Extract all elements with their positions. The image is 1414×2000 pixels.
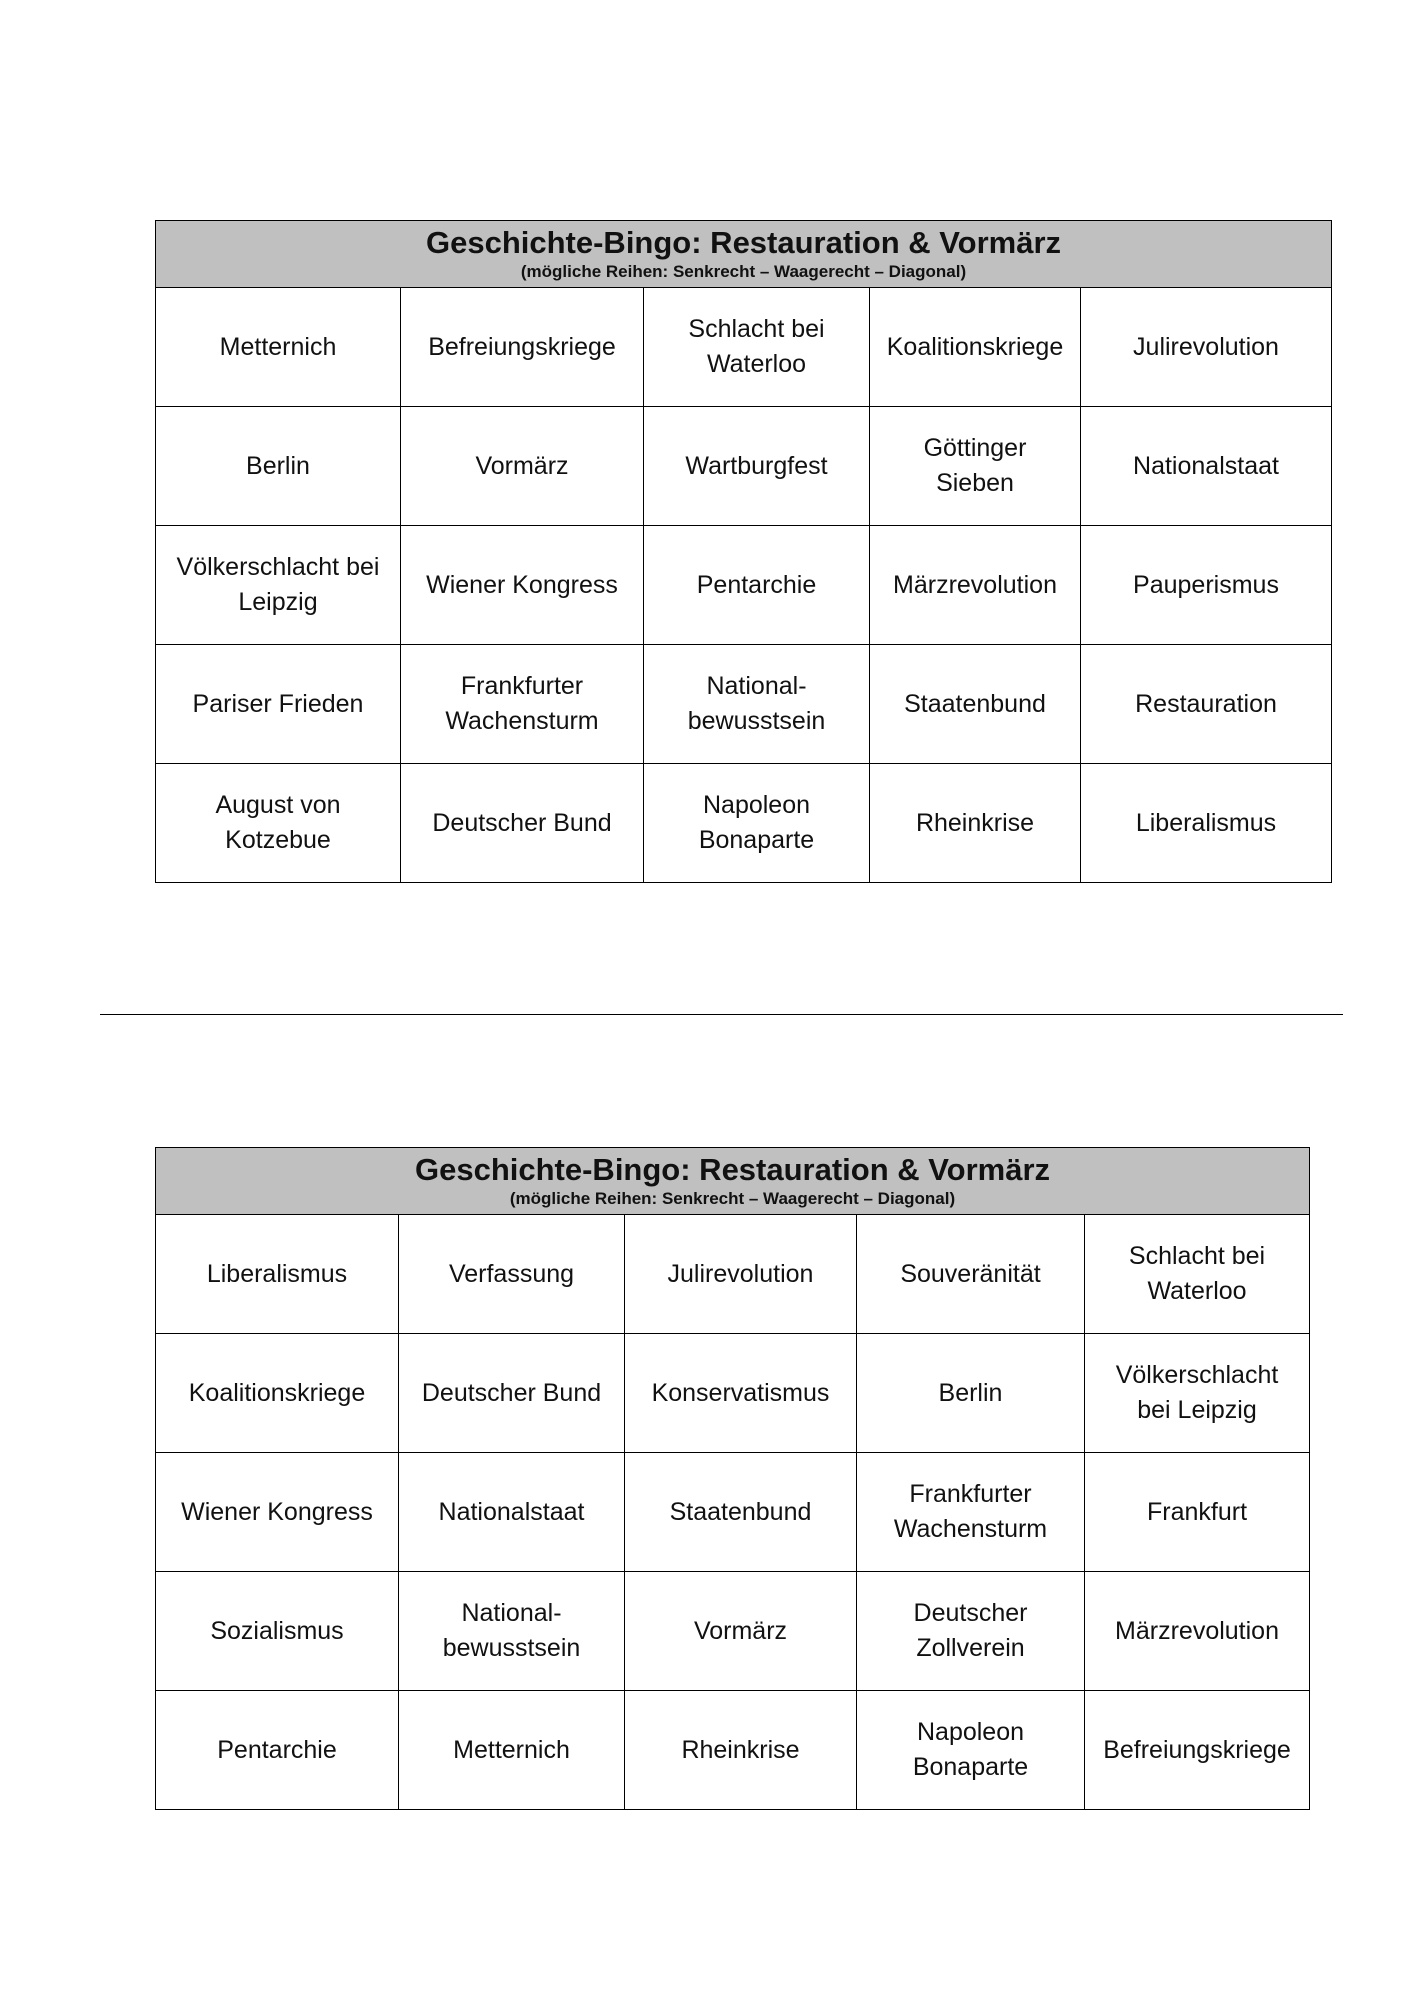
- bingo-cell: Sozialismus: [156, 1572, 399, 1691]
- bingo-cell: Wiener Kongress: [401, 526, 644, 645]
- bingo-cell: Göttinger Sieben: [870, 407, 1081, 526]
- bingo-cell: Napoleon Bonaparte: [857, 1691, 1085, 1810]
- bingo-cell: August von Kotzebue: [156, 764, 401, 883]
- bingo-cell: Rheinkrise: [870, 764, 1081, 883]
- bingo-row: [156, 1215, 1310, 1334]
- bingo-cell: National- bewusstsein: [399, 1572, 625, 1691]
- bingo-cell: Deutscher Bund: [401, 764, 644, 883]
- bingo-cell: Vormärz: [401, 407, 644, 526]
- bingo-row: [156, 526, 1332, 645]
- cut-line-divider: [100, 1014, 1343, 1015]
- bingo-cell: Pariser Frieden: [156, 645, 401, 764]
- bingo-card-title: Geschichte-Bingo: Restauration & Vormärz: [425, 225, 1062, 260]
- bingo-cell: Berlin: [857, 1334, 1085, 1453]
- bingo-card-header: [156, 1148, 1310, 1215]
- bingo-cell: Nationalstaat: [399, 1453, 625, 1572]
- bingo-cell: National- bewusstsein: [644, 645, 870, 764]
- bingo-card-header-cell: [156, 1148, 1310, 1215]
- bingo-cell: Staatenbund: [625, 1453, 857, 1572]
- bingo-cell: Julirevolution: [625, 1215, 857, 1334]
- bingo-cell: Metternich: [156, 288, 401, 407]
- bingo-cell: Nationalstaat: [1081, 407, 1332, 526]
- bingo-cell: Völkerschlacht bei Leipzig: [1085, 1334, 1310, 1453]
- bingo-cell: Frankfurter Wachensturm: [857, 1453, 1085, 1572]
- bingo-cell: Verfassung: [399, 1215, 625, 1334]
- bingo-cell: Koalitionskriege: [870, 288, 1081, 407]
- bingo-row: [156, 288, 1332, 407]
- bingo-cell: Befreiungskriege: [401, 288, 644, 407]
- bingo-cell: Koalitionskriege: [156, 1334, 399, 1453]
- bingo-row: [156, 1453, 1310, 1572]
- bingo-card-1: [155, 220, 1332, 883]
- bingo-row: [156, 1691, 1310, 1810]
- bingo-cell: Berlin: [156, 407, 401, 526]
- bingo-row: [156, 407, 1332, 526]
- bingo-cell: Völkerschlacht bei Leipzig: [156, 526, 401, 645]
- bingo-card-2: [155, 1147, 1310, 1810]
- bingo-cell: Staatenbund: [870, 645, 1081, 764]
- bingo-cell: Deutscher Bund: [399, 1334, 625, 1453]
- bingo-cell: Pentarchie: [156, 1691, 399, 1810]
- bingo-cell: Liberalismus: [1081, 764, 1332, 883]
- bingo-row: [156, 764, 1332, 883]
- bingo-card-subtitle: (mögliche Reihen: Senkrecht – Waagerecht – Diagonal): [509, 1189, 956, 1208]
- bingo-cell: Schlacht bei Waterloo: [644, 288, 870, 407]
- bingo-cell: Konservatismus: [625, 1334, 857, 1453]
- bingo-cell: Schlacht bei Waterloo: [1085, 1215, 1310, 1334]
- bingo-cell: Frankfurter Wachensturm: [401, 645, 644, 764]
- bingo-cell: Rheinkrise: [625, 1691, 857, 1810]
- bingo-card-subtitle: (mögliche Reihen: Senkrecht – Waagerecht – Diagonal): [520, 262, 967, 281]
- bingo-cell: Souveränität: [857, 1215, 1085, 1334]
- bingo-cell: Pentarchie: [644, 526, 870, 645]
- bingo-cell: Märzrevolution: [870, 526, 1081, 645]
- bingo-cell: Pauperismus: [1081, 526, 1332, 645]
- bingo-card-header: [156, 221, 1332, 288]
- bingo-cell: Befreiungskriege: [1085, 1691, 1310, 1810]
- bingo-cell: Deutscher Zollverein: [857, 1572, 1085, 1691]
- bingo-cell: Restauration: [1081, 645, 1332, 764]
- bingo-cell: Julirevolution: [1081, 288, 1332, 407]
- bingo-card-title: Geschichte-Bingo: Restauration & Vormärz: [414, 1152, 1051, 1187]
- bingo-row: [156, 645, 1332, 764]
- bingo-cell: Liberalismus: [156, 1215, 399, 1334]
- bingo-card-header-cell: [156, 221, 1332, 288]
- bingo-cell: Wiener Kongress: [156, 1453, 399, 1572]
- bingo-row: [156, 1572, 1310, 1691]
- bingo-cell: Vormärz: [625, 1572, 857, 1691]
- bingo-cell: Frankfurt: [1085, 1453, 1310, 1572]
- bingo-cell: Wartburgfest: [644, 407, 870, 526]
- bingo-row: [156, 1334, 1310, 1453]
- bingo-cell: Napoleon Bonaparte: [644, 764, 870, 883]
- bingo-cell: Metternich: [399, 1691, 625, 1810]
- bingo-cell: Märzrevolution: [1085, 1572, 1310, 1691]
